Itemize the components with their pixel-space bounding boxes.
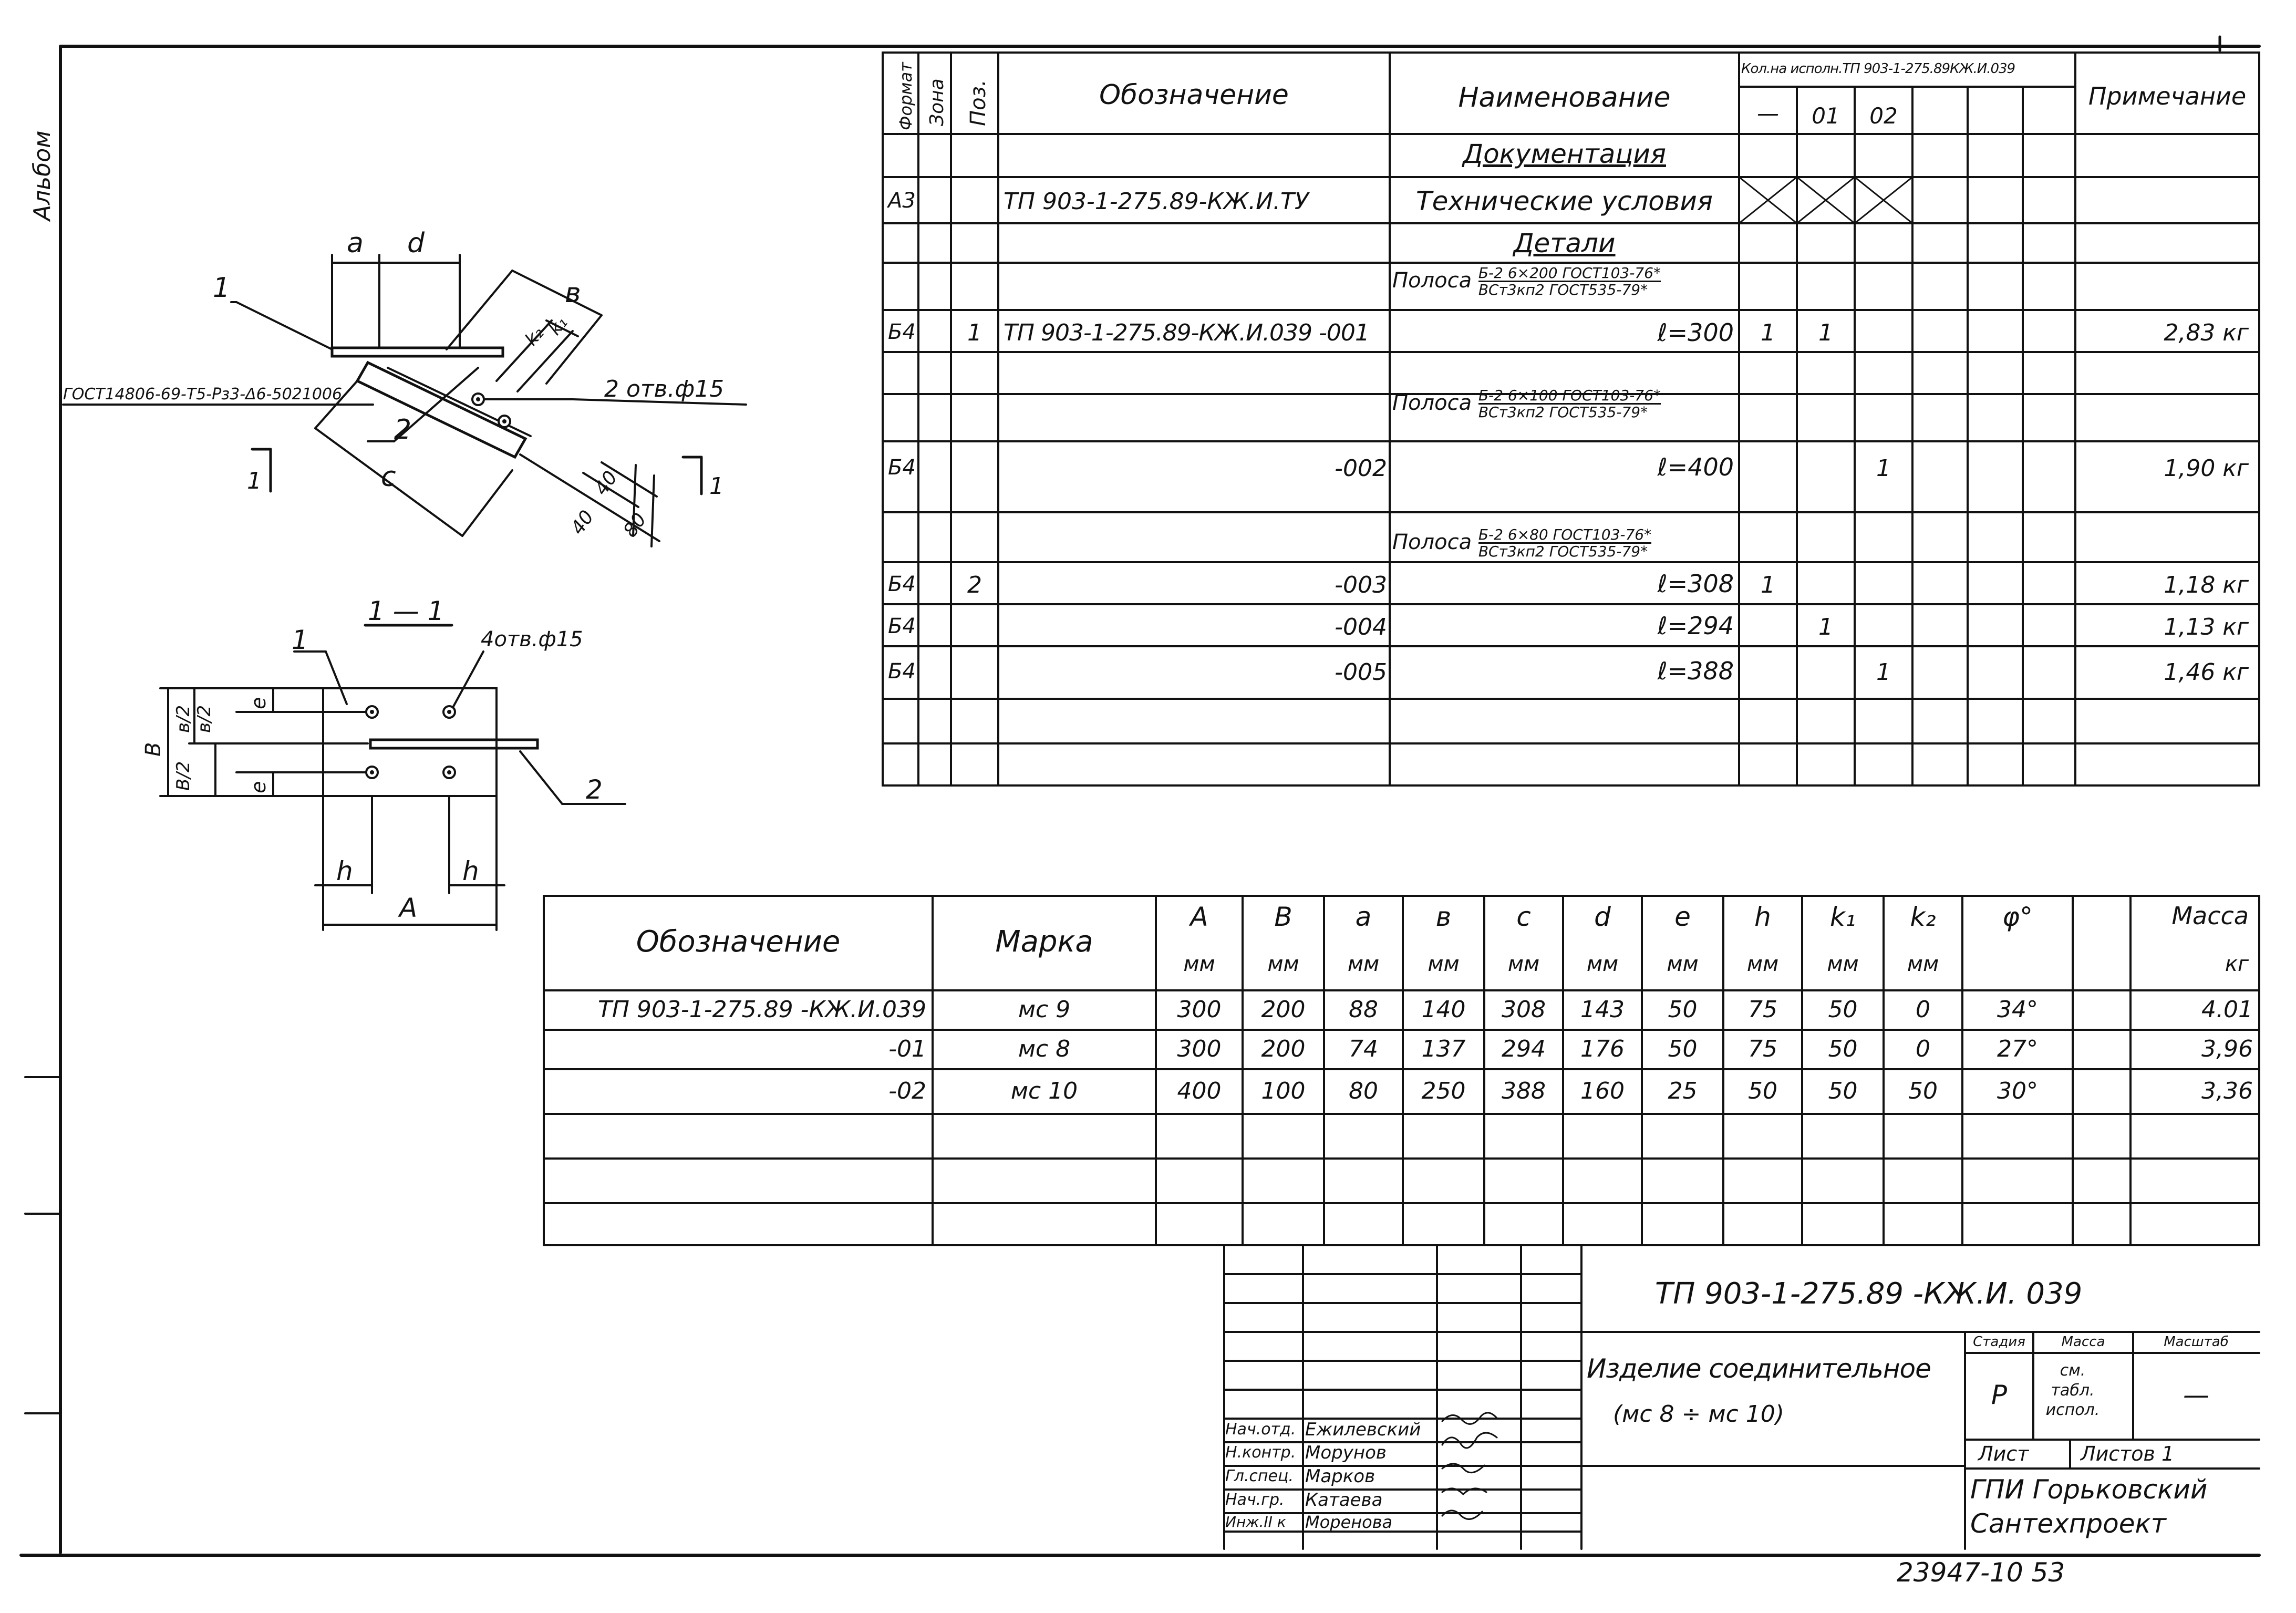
dim-h-left: h [336,856,353,886]
spec-row-11-format: Б4 [888,614,916,638]
tb-product-line2: (мс 8 ÷ мс 10) [1613,1401,1784,1428]
spec-row-6-frac-top: Б-2 6×100 ГОСТ103-76* [1478,387,1661,404]
params-header-11: k₂ [1910,902,1936,932]
tb-mass-label: Масса [2061,1334,2105,1350]
params-header-0: Обозначение [636,925,841,959]
params-unit-9: мм [1746,952,1779,976]
tb-scale-label: Масштаб [2164,1334,2229,1350]
spec-row-10-name: ℓ=308 [1657,570,1734,598]
dim-d: d [407,228,425,259]
spec-row-9-prefix: Полоса [1392,530,1472,554]
tb-stage-label: Стадия [1973,1334,2025,1350]
params-cell-2-9: 50 [1748,1078,1777,1104]
params-header-1: Марка [995,925,1093,959]
params-cell-1-11: 0 [1916,1036,1930,1062]
params-cell-0-9: 75 [1748,996,1777,1023]
params-cell-0-0: ТП 903-1-275.89 -КЖ.И.039 [597,996,926,1023]
params-cell-0-14: 4.01 [2201,996,2253,1023]
params-cell-1-9: 75 [1748,1036,1777,1062]
spec-row-3-frac-bottom: ВСт3кп2 ГОСТ535-79* [1478,281,1648,299]
params-cell-1-1: мс 8 [1018,1036,1071,1062]
dim-B2: В/2 [173,761,194,791]
params-unit-2: мм [1183,952,1215,976]
tb-person-4-role: Инж.II к [1225,1513,1286,1531]
params-cell-2-12: 30° [1997,1078,2038,1104]
frame-border [21,46,2259,1555]
dim-a: a [347,228,364,259]
params-unit-7: мм [1586,952,1619,976]
dim-40-b: 40 [590,467,622,500]
spec-row-12-designation: -005 [1335,659,1387,686]
side-stamp: Альбом [29,130,56,221]
params-header-7: d [1594,902,1611,932]
params-cell-0-3: 200 [1261,996,1306,1023]
spec-row-10-note: 1,18 кг [2164,572,2249,598]
params-cell-0-6: 308 [1502,996,1546,1023]
tb-code: ТП 903-1-275.89 -КЖ.И. 039 [1655,1277,2083,1311]
crossed-cells [1739,177,1912,223]
tb-person-1-name: Морунов [1305,1442,1387,1463]
spec-header-name: Наименование [1458,82,1671,113]
section-title: 1 — 1 [368,596,444,626]
plan-holes-note: 2 отв.ф15 [604,376,725,402]
spec-row-9-name [1392,527,1651,560]
section-view [160,625,625,930]
tb-person-3-role: Нач.гр. [1225,1491,1285,1509]
spec-row-4-designation: ТП 903-1-275.89-КЖ.И.039 -001 [1004,319,1369,346]
dim-e-bottom: е [247,781,270,793]
params-cell-2-14: 3,36 [2201,1078,2253,1104]
spec-header-designation: Обозначение [1099,79,1289,111]
spec-row-12-format: Б4 [888,659,916,684]
tb-scale: — [2183,1380,2209,1410]
spec-row-11-q1: 1 [1818,614,1833,640]
spec-header-qty-col-2: 02 [1869,103,1898,129]
tb-sheets-label: Листов 1 [2081,1442,2175,1465]
params-header-4: а [1355,902,1372,932]
spec-row-12-name: ℓ=388 [1657,657,1734,685]
spec-row-3-frac-top: Б-2 6×200 ГОСТ103-76* [1478,264,1661,282]
params-header-9: h [1754,902,1771,932]
spec-row-11-note: 1,13 кг [2164,614,2249,640]
cut-label-right: 1 [709,473,724,500]
dim-80: 80 [619,509,651,542]
params-header-5: в [1435,902,1452,932]
spec-row-9-frac-top: Б-2 6×80 ГОСТ103-76* [1478,526,1652,543]
dim-b: в [565,277,581,309]
params-cell-0-10: 50 [1828,996,1858,1023]
spec-row-9-frac-bottom: ВСт3кп2 ГОСТ535-79* [1478,543,1648,561]
params-unit-4: мм [1347,952,1380,976]
spec-header-note: Примечание [2088,82,2247,110]
params-cell-0-12: 34° [1997,996,2038,1023]
spec-row-12-q2: 1 [1876,659,1891,686]
tb-person-0-role: Нач.отд. [1225,1420,1296,1439]
params-cell-1-14: 3,96 [2201,1036,2253,1062]
params-cell-1-8: 50 [1668,1036,1698,1062]
spec-row-3-name [1392,265,1661,298]
spec-row-7-note: 1,90 кг [2164,455,2249,482]
section-holes [366,706,455,778]
tb-person-0-name: Ежилевский [1305,1419,1421,1440]
spec-row-4-pos: 1 [967,319,982,346]
params-unit-14: кг [2225,952,2249,976]
spec-row-11-name: ℓ=294 [1657,612,1734,640]
params-cell-0-4: 88 [1349,996,1378,1023]
footer-number: 23947-10 53 [1897,1557,2065,1588]
tb-sheet-label: Лист [1978,1442,2029,1465]
spec-row-7-designation: -002 [1335,455,1387,482]
spec-row-4-q1: 1 [1818,319,1833,346]
dim-k2: k₂ [521,323,549,350]
spec-row-10-designation: -003 [1335,572,1387,598]
plan-gost-note: ГОСТ14806-69-Т5-Рз3-Δ6-5021006 [63,385,343,404]
spec-row-12-note: 1,46 кг [2164,659,2249,686]
params-unit-5: мм [1428,952,1460,976]
params-cell-2-1: мс 10 [1010,1078,1078,1104]
params-cell-1-12: 27° [1997,1036,2038,1062]
params-header-12: φ° [2002,902,2033,932]
spec-row-0-name: Документация [1463,139,1666,169]
spec-header-format: Формат [896,62,916,130]
tb-person-3-name: Катаева [1305,1490,1383,1511]
dim-40-a: 40 [566,506,598,539]
params-header-2: А [1190,902,1208,932]
params-unit-8: мм [1667,952,1699,976]
params-cell-2-4: 80 [1349,1078,1378,1104]
dim-b2-top: в/2 [173,705,194,733]
params-unit-10: мм [1827,952,1859,976]
spec-header-pos: Поз. [966,79,990,126]
spec-row-6-prefix: Полоса [1392,390,1472,415]
params-cell-2-11: 50 [1908,1078,1938,1104]
params-unit-6: мм [1507,952,1540,976]
params-cell-2-6: 388 [1502,1078,1546,1104]
spec-row-10-q0: 1 [1761,572,1775,598]
params-cell-2-8: 25 [1668,1078,1698,1104]
params-header-3: В [1274,902,1292,932]
params-unit-3: мм [1267,952,1299,976]
spec-header-qty: Кол.на исполн.ТП 903-1-275.89КЖ.И.039 [1741,61,2015,77]
params-cell-1-4: 74 [1349,1036,1378,1062]
tb-person-2-name: Марков [1305,1466,1375,1487]
tb-person-1-role: Н.контр. [1225,1443,1296,1462]
spec-row-7-format: Б4 [888,456,916,480]
spec-row-10-format: Б4 [888,572,916,596]
params-header-8: е [1674,902,1691,932]
spec-header-qty-col-1: 01 [1812,103,1840,129]
params-cell-2-10: 50 [1828,1078,1858,1104]
tb-person-4-name: Моренова [1305,1512,1393,1532]
params-cell-1-2: 300 [1177,1036,1222,1062]
spec-row-1-format: А3 [888,189,916,213]
dim-h-right: h [462,856,479,886]
params-cell-1-10: 50 [1828,1036,1858,1062]
spec-header-qty-col-0: — [1757,100,1779,126]
spec-row-1-designation: ТП 903-1-275.89-КЖ.И.ТУ [1004,188,1309,215]
params-cell-0-7: 143 [1580,996,1625,1023]
spec-row-6-frac-bottom: ВСт3кп2 ГОСТ535-79* [1478,404,1648,421]
params-cell-2-5: 250 [1421,1078,1466,1104]
dim-e-top: е [247,697,270,709]
params-cell-1-6: 294 [1502,1036,1546,1062]
spec-row-6-name [1392,388,1661,420]
params-cell-2-0: -02 [888,1078,926,1104]
tb-org-line2: Сантехпроект [1970,1508,2166,1539]
plan-labels [63,228,724,541]
params-unit-11: мм [1907,952,1939,976]
spec-row-7-q2: 1 [1876,455,1891,482]
spec-row-10-pos: 2 [967,572,982,598]
params-cell-1-0: -01 [888,1036,926,1062]
plan-pos-1: 1 [213,272,231,304]
spec-row-11-designation: -004 [1335,614,1387,640]
section-holes-note: 4отв.ф15 [481,627,583,652]
params-cell-1-5: 137 [1421,1036,1466,1062]
section-pos-1: 1 [292,625,308,655]
params-cell-2-7: 160 [1580,1078,1625,1104]
spec-row-4-format: Б4 [888,320,916,344]
params-header-6: с [1516,902,1531,932]
spec-row-1-name: Технические условия [1416,186,1713,216]
spec-row-7-name: ℓ=400 [1657,453,1734,481]
spec-header-zone: Зона [926,78,948,126]
tb-mass: см. табл. испол. [2045,1361,2100,1419]
params-header-10: k₁ [1830,902,1856,932]
params-cell-0-1: мс 9 [1018,996,1071,1023]
params-cell-0-11: 0 [1916,996,1930,1023]
spec-row-3-prefix: Полоса [1392,268,1472,293]
params-cell-2-2: 400 [1177,1078,1222,1104]
params-cell-1-7: 176 [1580,1036,1625,1062]
dim-k1: k₁ [544,312,572,339]
tb-stage: Р [1991,1380,2008,1410]
spec-row-4-note: 2,83 кг [2164,319,2249,346]
dim-b2-mid: в/2 [194,705,215,733]
dim-c: c [381,461,396,493]
tb-person-2-role: Гл.спец. [1225,1467,1294,1485]
params-cell-0-8: 50 [1668,996,1698,1023]
dim-B: В [141,742,166,757]
dim-A: А [399,893,418,923]
params-cell-0-2: 300 [1177,996,1222,1023]
plan-pos-2: 2 [394,414,412,446]
params-header-14: Масса [2171,902,2249,930]
spec-row-4-q0: 1 [1761,319,1775,346]
params-cell-0-5: 140 [1421,996,1466,1023]
spec-row-4-name: ℓ=300 [1657,318,1734,347]
tb-org-line1: ГПИ Горьковский [1970,1474,2208,1505]
cut-label-left: 1 [247,468,262,494]
spec-row-2-name: Детали [1513,228,1616,259]
section-pos-2: 2 [586,774,603,805]
params-cell-1-3: 200 [1261,1036,1306,1062]
params-cell-2-3: 100 [1261,1078,1306,1104]
tb-product-line1: Изделие соединительное [1587,1353,1931,1384]
